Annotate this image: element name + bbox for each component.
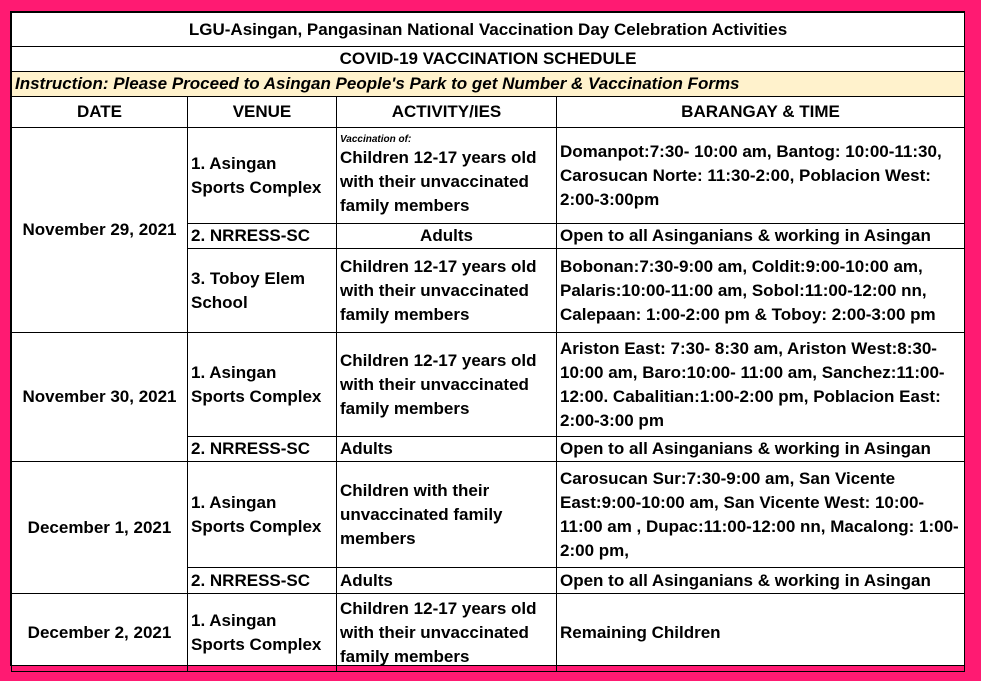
barangay-cell: Bobonan:7:30-9:00 am, Coldit:9:00-10:00 am, Palaris:10:00-11:00 am, Sobol:11:00-12:00 nn, Calepaan: 1:00-2:00 pm & Toboy: 2:00-3:00 pm xyxy=(557,249,965,333)
venue-cell: 2. NRRESS-SC xyxy=(188,224,337,249)
activity-cell: Adults xyxy=(337,224,557,249)
activity-cell: Children 12-17 years old with their unvaccinated family members xyxy=(337,249,557,333)
table-row xyxy=(12,594,965,672)
instruction-row xyxy=(12,72,965,97)
date-cell: December 2, 2021 xyxy=(12,594,188,672)
header-activity: ACTIVITY/IES xyxy=(337,97,557,128)
table-row xyxy=(12,128,965,224)
barangay-cell: Remaining Children xyxy=(557,594,965,672)
venue-cell: 1. Asingan Sports Complex xyxy=(188,594,337,672)
activity-cell: Adults xyxy=(337,437,557,462)
venue-cell: 3. Toboy Elem School xyxy=(188,249,337,333)
barangay-cell: Open to all Asinganians & working in Asingan xyxy=(557,224,965,249)
barangay-cell: Open to all Asinganians & working in Asingan xyxy=(557,568,965,594)
header-date: DATE xyxy=(12,97,188,128)
venue-cell: 1. Asingan Sports Complex xyxy=(188,462,337,568)
barangay-cell: Domanpot:7:30- 10:00 am, Bantog: 10:00-11:30, Carosucan Norte: 11:30-2:00, Poblacion West: 2:00-3:00pm xyxy=(557,128,965,224)
barangay-cell: Open to all Asinganians & working in Asingan xyxy=(557,437,965,462)
venue-cell: 2. NRRESS-SC xyxy=(188,568,337,594)
barangay-cell: Carosucan Sur:7:30-9:00 am, San Vicente East:9:00-10:00 am, San Vicente West: 10:00-11:00 am , Dupac:11:00-12:00 nn, Macalong: 1:00-2:00 pm, xyxy=(557,462,965,568)
schedule-table xyxy=(11,12,965,672)
schedule-subtitle: COVID-19 VACCINATION SCHEDULE xyxy=(12,47,965,72)
activity-cell xyxy=(337,128,557,224)
venue-cell: 2. NRRESS-SC xyxy=(188,437,337,462)
activity-text: Children 12-17 years old with their unvaccinated family members xyxy=(340,148,537,215)
date-cell: November 29, 2021 xyxy=(12,128,188,333)
header-venue: VENUE xyxy=(188,97,337,128)
venue-cell: 1. Asingan Sports Complex xyxy=(188,128,337,224)
schedule-frame xyxy=(10,11,965,666)
activity-cell: Adults xyxy=(337,568,557,594)
date-cell: December 1, 2021 xyxy=(12,462,188,594)
page-title: LGU-Asingan, Pangasinan National Vaccination Day Celebration Activities xyxy=(12,13,965,47)
barangay-cell: Ariston East: 7:30- 8:30 am, Ariston West:8:30-10:00 am, Baro:10:00- 11:00 am, Sanchez:11:00-12:00. Cabalitian:1:00-2:00 pm, Poblacion East: 2:00-3:00 pm xyxy=(557,333,965,437)
subtitle-row xyxy=(12,47,965,72)
activity-cell: Children 12-17 years old with their unvaccinated family members xyxy=(337,594,557,672)
title-row xyxy=(12,13,965,47)
header-row xyxy=(12,97,965,128)
table-row xyxy=(12,462,965,568)
date-cell: November 30, 2021 xyxy=(12,333,188,462)
instruction-text: Instruction: Please Proceed to Asingan People's Park to get Number & Vaccination Forms xyxy=(12,72,965,97)
activity-cell: Children 12-17 years old with their unvaccinated family members xyxy=(337,333,557,437)
header-barangay: BARANGAY & TIME xyxy=(557,97,965,128)
table-row xyxy=(12,333,965,437)
activity-note: Vaccination of: xyxy=(340,134,412,145)
venue-cell: 1. Asingan Sports Complex xyxy=(188,333,337,437)
activity-cell: Children with their unvaccinated family members xyxy=(337,462,557,568)
